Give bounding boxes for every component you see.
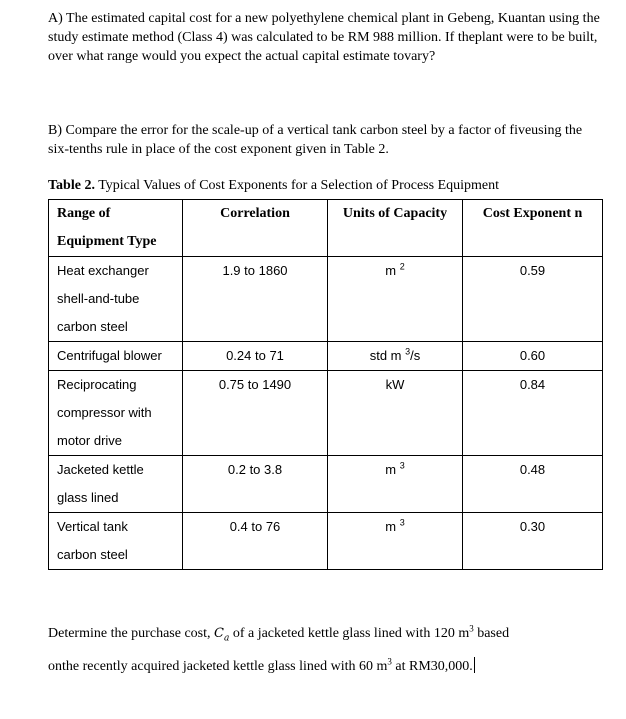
question-a: A) The estimated capital cost for a new polyethylene chemical plant in Gebeng, Kuantan using the study estimate method (Class 4) was calculated to be RM 988 million. If theplant were to be built, over what range would you expect the actual capital estimate tovary? (48, 11, 600, 64)
header-correlation: Correlation (183, 200, 328, 257)
correlation-cell: 0.4 to 76 (183, 513, 328, 570)
determine-question (48, 620, 608, 681)
determine-line-1: Determine the purchase cost, $C_a$ of a jacketed kettle glass lined with 120 $m^3$ based (48, 623, 510, 644)
equipment-type-cell: Heat exchanger shell-and-tube carbon steel (49, 257, 183, 342)
cost-exponent-cell: 0.48 (463, 456, 603, 513)
table-header-row (49, 200, 603, 257)
cost-exponent-cell: 0.59 (463, 257, 603, 342)
units-cell: m $^2$ (328, 257, 463, 342)
units-cell: m $^3$ (328, 456, 463, 513)
correlation-cell: 0.2 to 3.8 (183, 456, 328, 513)
header-units-of-capacity: Units of Capacity (328, 200, 463, 257)
equipment-type-cell: Jacketed kettle glass lined (49, 456, 183, 513)
equipment-type-cell: Centrifugal blower (49, 342, 183, 371)
cost-variable: $C_a$ (214, 626, 230, 644)
table-row (49, 257, 603, 342)
correlation-cell: 0.24 to 71 (183, 342, 328, 371)
cost-exponent-cell: 0.84 (463, 371, 603, 456)
cost-exponent-cell: 0.30 (463, 513, 603, 570)
correlation-cell: 1.9 to 1860 (183, 257, 328, 342)
correlation-cell: 0.75 to 1490 (183, 371, 328, 456)
header-cost-exponent: Cost Exponent n (463, 200, 603, 257)
determine-line-2: onthe recently acquired jacketed kettle glass lined with 60 $m^3$ at RM30,000. (48, 655, 473, 674)
table-title: Typical Values of Cost Exponents for a Selection of Process Equipment (98, 178, 500, 193)
table-row (49, 513, 603, 570)
question-b: B) Compare the error for the scale-up of a vertical tank carbon steel by a factor of fiveusing the six-tenths rule in place of the cost exponent given in Table 2. (48, 123, 583, 157)
table-row (49, 371, 603, 456)
table-caption (48, 176, 499, 195)
units-cell: std m $^3$/s (328, 342, 463, 371)
units-cell: m $^3$ (328, 513, 463, 570)
header-range-of-equipment: Range of Equipment Type (49, 200, 183, 257)
cost-exponent-table (48, 199, 603, 570)
table-row (49, 456, 603, 513)
table-label: Table 2. (48, 178, 95, 193)
cost-exponent-cell: 0.60 (463, 342, 603, 371)
table-row (49, 342, 603, 371)
equipment-type-cell: Vertical tank carbon steel (49, 513, 183, 570)
units-cell: kW (328, 371, 463, 456)
equipment-type-cell: Reciprocating compressor with motor drive (49, 371, 183, 456)
text-cursor[interactable] (474, 657, 475, 673)
